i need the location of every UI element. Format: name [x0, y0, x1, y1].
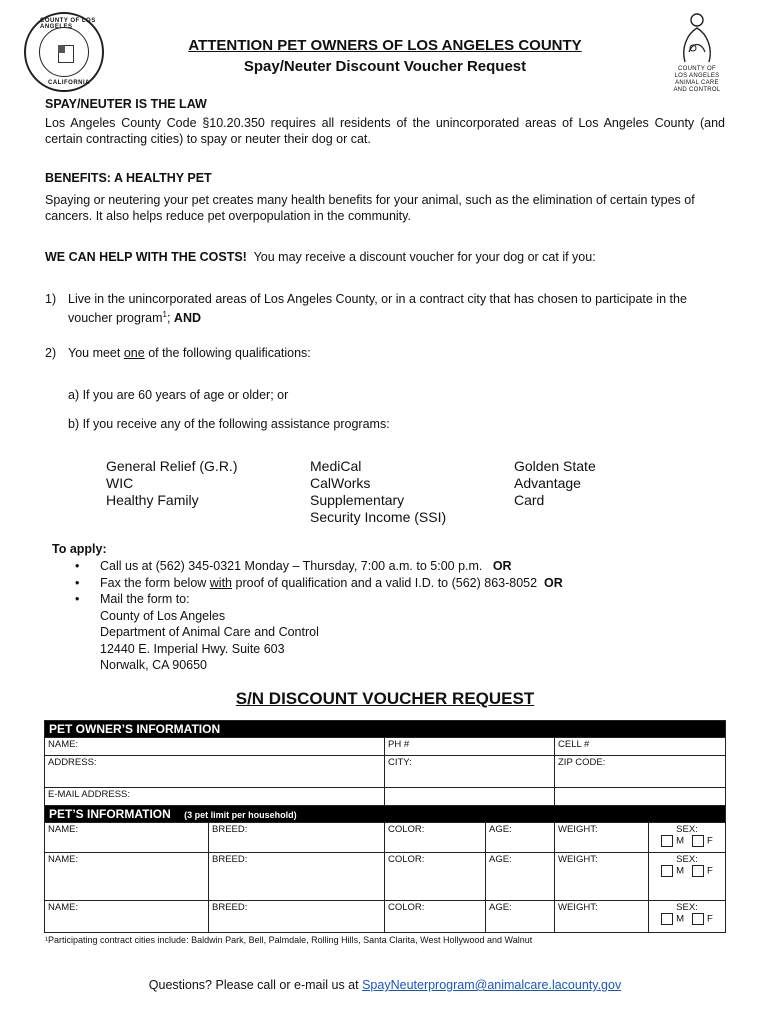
owner-city-field[interactable]: CITY: [385, 756, 555, 788]
dog-cat-logo-icon [677, 12, 717, 64]
pet-sex-field: SEX: M F [649, 853, 726, 901]
program-item: MediCal [310, 458, 362, 474]
owner-zip-field[interactable]: ZIP CODE: [555, 756, 726, 788]
voucher-form-table [44, 720, 726, 933]
pet-name-field[interactable]: NAME: [45, 901, 209, 933]
benefits-text: Spaying or neutering your pet creates many health benefits for your animal, such as the elimination of certain types of cancers. It also helps reduce pet overpopulation in the community. [45, 193, 695, 223]
pet-breed-field[interactable]: BREED: [209, 901, 385, 933]
pet-breed-field[interactable]: BREED: [209, 823, 385, 853]
sex-female-checkbox[interactable] [692, 865, 704, 877]
pet-info-band: PET’S INFORMATION (3 pet limit per household) [45, 806, 726, 823]
sex-male-checkbox[interactable] [661, 835, 673, 847]
pet-color-field[interactable]: COLOR: [385, 901, 486, 933]
req-1-num: 1) [45, 292, 57, 306]
pet-color-field[interactable]: COLOR: [385, 853, 486, 901]
animal-care-logo [666, 12, 726, 102]
owner-blank-field[interactable] [555, 788, 726, 806]
program-item: CalWorks [310, 475, 371, 491]
pet-row-2 [45, 853, 726, 901]
apply-list [75, 558, 735, 674]
req-2-num: 2) [45, 346, 57, 360]
pet-weight-field[interactable]: WEIGHT: [555, 901, 649, 933]
pet-name-field[interactable]: NAME: [45, 823, 209, 853]
program-item: WIC [106, 475, 134, 491]
benefits-heading: BENEFITS: A HEALTHY PET [45, 171, 212, 185]
footnote-contract-cities: ¹Participating contract cities include: Baldwin Park, Bell, Palmdale, Rolling Hills, Santa Clarita, West Hollywood and Walnut [45, 935, 533, 945]
costs-line [45, 249, 725, 265]
logo-text: COUNTY OF LOS ANGELES ANIMAL CARE AND CONTROL [673, 66, 721, 93]
owner-email-field[interactable]: E-MAIL ADDRESS: [45, 788, 385, 806]
owner-cell-field[interactable]: CELL # [555, 738, 726, 756]
owner-phone-field[interactable]: PH # [385, 738, 555, 756]
req-2a: a) If you are 60 years of age or older; or [68, 388, 289, 402]
owner-info-band: PET OWNER’S INFORMATION [45, 721, 726, 738]
programs-col-1 [84, 458, 269, 509]
pet-sex-field: SEX: M F [649, 901, 726, 933]
pet-weight-field[interactable]: WEIGHT: [555, 853, 649, 901]
pet-age-field[interactable]: AGE: [486, 901, 555, 933]
pet-name-field[interactable]: NAME: [45, 853, 209, 901]
program-item: Supplementary Security Income (SSI) [310, 492, 447, 525]
apply-bullet-call: • Call us at (562) 345-0321 Monday – Thursday, 7:00 a.m. to 5:00 p.m. OR [75, 559, 512, 573]
costs-text: You may receive a discount voucher for your dog or cat if you: [253, 250, 596, 264]
pet-age-field[interactable]: AGE: [486, 853, 555, 901]
pet-breed-field[interactable]: BREED: [209, 853, 385, 901]
req-2-text: You meet one of the following qualifications: [68, 346, 311, 360]
owner-email-extra[interactable] [385, 788, 555, 806]
pet-color-field[interactable]: COLOR: [385, 823, 486, 853]
apply-bullet-mail: • Mail the form to: [75, 592, 190, 606]
seal-text-top: COUNTY OF LOS ANGELES [40, 18, 96, 30]
req-2b: b) If you receive any of the following assistance programs: [68, 417, 390, 431]
req-1-text: Live in the unincorporated areas of Los Angeles County, or in a contract city that has chosen to participate in the voucher program$^1$; AND [68, 292, 687, 326]
pet-weight-field[interactable]: WEIGHT: [555, 823, 649, 853]
pet-sex-field: SEX: M F [649, 823, 726, 853]
program-item: Golden State Advantage Card [514, 458, 596, 508]
sex-male-checkbox[interactable] [661, 913, 673, 925]
programs-col-3 [492, 458, 612, 509]
contact-email-link[interactable]: SpayNeuterprogram@animalcare.lacounty.gov [362, 978, 622, 992]
page-subtitle: Spay/Neuter Discount Voucher Request [243, 58, 527, 75]
sex-male-checkbox[interactable] [661, 865, 673, 877]
pet-row-1 [45, 823, 726, 853]
programs-col-2 [288, 458, 473, 526]
apply-heading: To apply: [52, 542, 107, 556]
pet-row-3 [45, 901, 726, 933]
page-title: ATTENTION PET OWNERS OF LOS ANGELES COUNTY [188, 37, 582, 54]
voucher-form-title: S/N DISCOUNT VOUCHER REQUEST [235, 689, 535, 708]
sex-female-checkbox[interactable] [692, 913, 704, 925]
pet-age-field[interactable]: AGE: [486, 823, 555, 853]
apply-bullet-fax: • Fax the form below with proof of qualification and a valid I.D. to (562) 863-8052 OR [75, 575, 563, 590]
costs-heading: WE CAN HELP WITH THE COSTS! [45, 250, 247, 264]
program-item: General Relief (G.R.) [106, 458, 238, 474]
program-item: Healthy Family [106, 492, 199, 508]
law-heading: SPAY/NEUTER IS THE LAW [45, 97, 207, 111]
mailing-address: County of Los Angeles Department of Animal Care and Control 12440 E. Imperial Hwy. Suite 603 Norwalk, CA 90650 [100, 608, 319, 672]
owner-name-field[interactable]: NAME: [45, 738, 385, 756]
questions-line: Questions? Please call or e-mail us at SpayNeuterprogram@animalcare.lacounty.gov [148, 978, 622, 992]
owner-address-field[interactable]: ADDRESS: [45, 756, 385, 788]
seal-text-bottom: CALIFORNIA [48, 80, 90, 86]
sex-female-checkbox[interactable] [692, 835, 704, 847]
law-text: Los Angeles County Code §10.20.350 requires all residents of the unincorporated areas of Los Angeles County (and certain contracting cities) to spay or neuter their dog or cat. [45, 116, 725, 146]
